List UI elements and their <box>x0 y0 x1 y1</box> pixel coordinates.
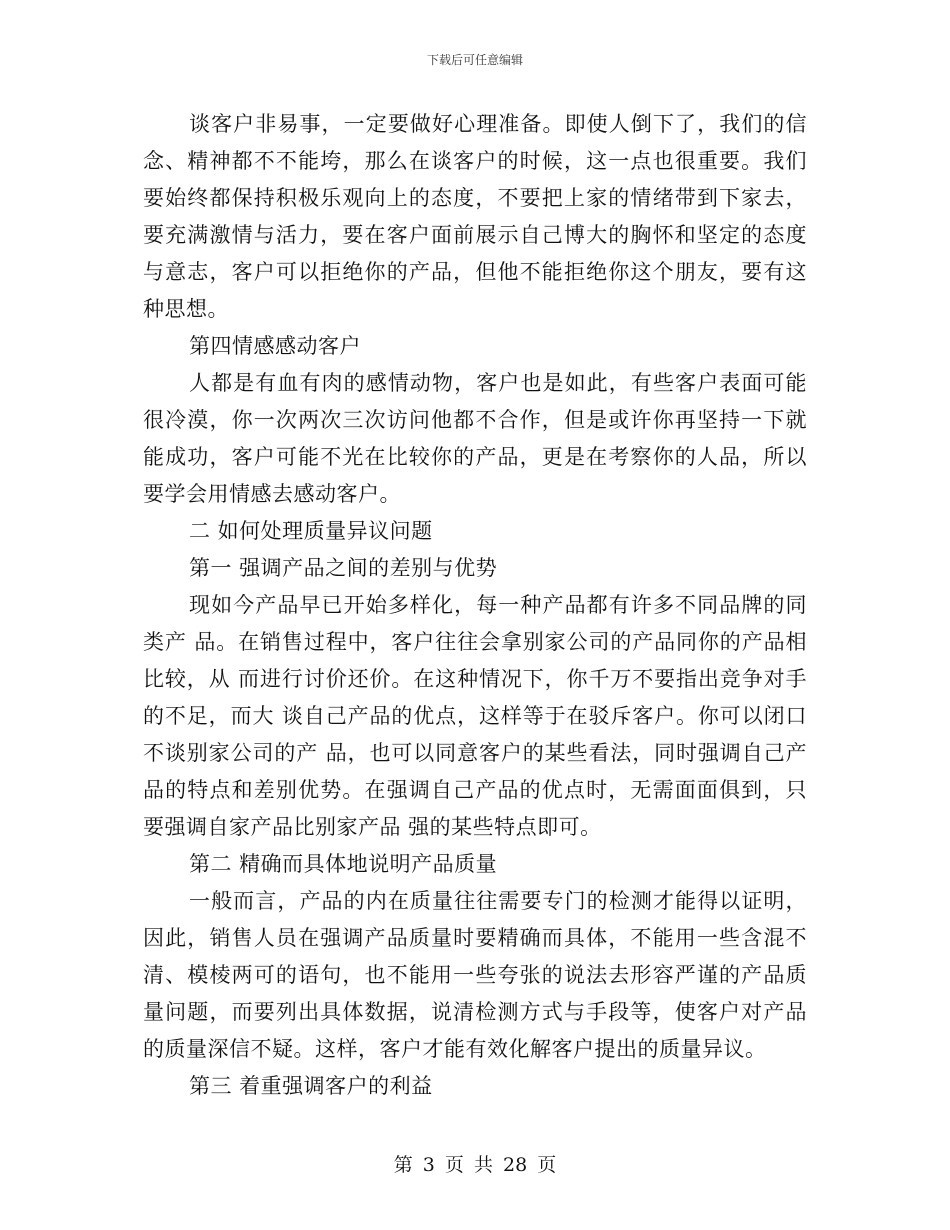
paragraph: 一般而言，产品的内在质量往往需要专门的检测才能得以证明，因此，销售人员在强调产品质量时要精确而具体，不能用一些含混不清、模棱两可的语句，也不能用一些夸张的说法去形容严谨的产品质量问题，而要列出具体数据，说清检测方式与手段等，使客户对产品的质量深信不疑。这样，客户才能有效化解客户提出的质量异议。 <box>143 889 807 1061</box>
paragraph: 谈客户非易事，一定要做好心理准备。即使人倒下了，我们的信念、精神都不不能垮，那么在谈客户的时候，这一点也很重要。我们要始终都保持积极乐观向上的态度，不要把上家的情绪带到下家去，要充满激情与活力，要在客户面前展示自己博大的胸怀和坚定的态度与意志，客户可以拒绝你的产品，但他不能拒绝你这个朋友，要有这种思想。 <box>143 112 807 321</box>
section-heading: 二 如何处理质量异议问题 <box>189 519 433 543</box>
section-heading: 第一 强调产品之间的差别与优势 <box>189 556 498 580</box>
section-heading: 第三 着重强调客户的利益 <box>189 1074 433 1098</box>
page-number-footer: 第 3 页 共 28 页 <box>393 1154 557 1176</box>
section-heading: 第二 精确而具体地说明产品质量 <box>189 852 498 876</box>
section-heading: 第四情感感动客户 <box>189 334 361 358</box>
page-header: 下载后可任意编辑 <box>426 53 523 67</box>
document-body <box>143 106 807 1105</box>
paragraph: 现如今产品早已开始多样化，每一种产品都有许多不同品牌的同类产 品。在销售过程中，客户往往会拿别家公司的产品同你的产品相比较，从 而进行讨价还价。在这种情况下，你千万不要指出竞争对手的不足，而大 谈自己产品的优点，这样等于在驳斥客户。你可以闭口不谈别家公司的产 品，也可以同意客户的某些看法，同时强调自己产品的特点和差别优势。在强调自己产品的优点时，无需面面俱到，只要强调自家产品比别家产品 强的某些特点即可。 <box>143 593 807 839</box>
paragraph: 人都是有血有肉的感情动物，客户也是如此，有些客户表面可能很冷漠，你一次两次三次访问他都不合作，但是或许你再坚持一下就能成功，客户可能不光在比较你的产品，更是在考察你的人品，所以要学会用情感去感动客户。 <box>143 371 807 506</box>
